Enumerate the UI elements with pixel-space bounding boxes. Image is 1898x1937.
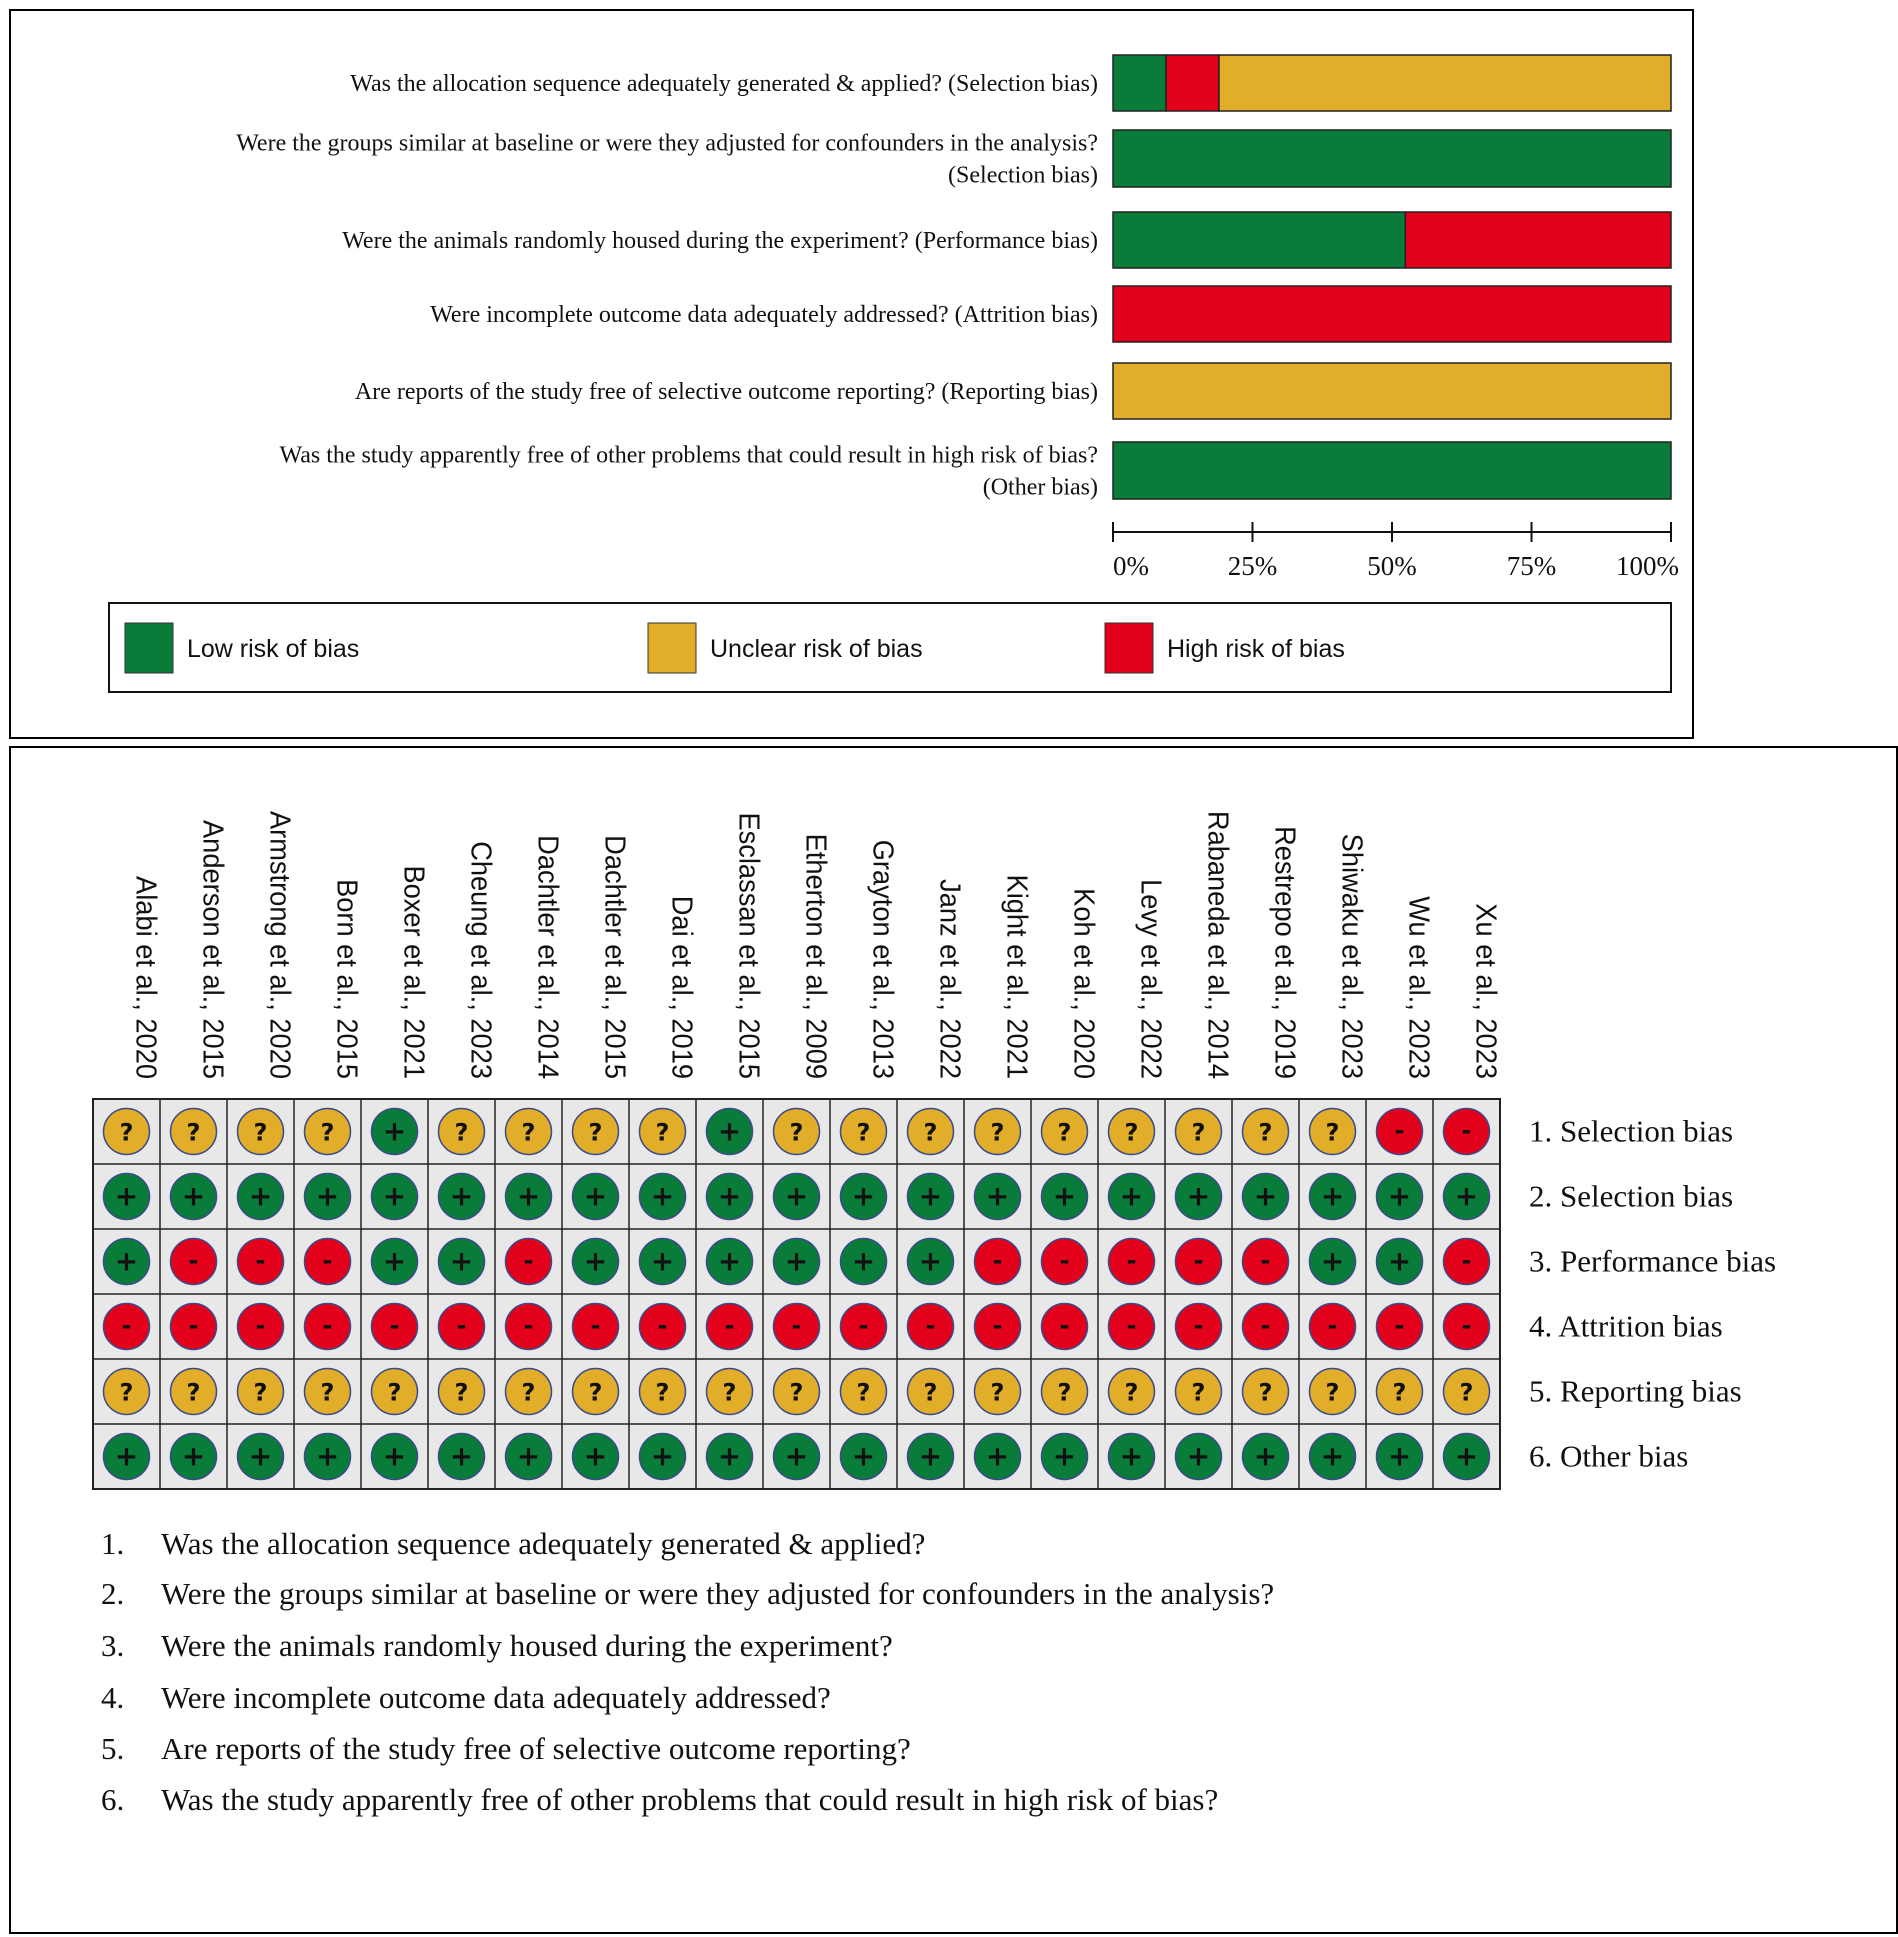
study-label: Kight et al., 2021 [1001,874,1034,1079]
legend-swatch [648,623,696,673]
bar-segment [1219,55,1671,111]
judgment-symbol: + [1253,1439,1278,1473]
judgment-symbol: ? [253,1378,268,1407]
judgment-symbol: ? [789,1118,804,1147]
question-text: Were the groups similar at baseline or were they adjusted for confounders in the analysis? [161,1576,1275,1611]
judgment-symbol: + [851,1179,876,1213]
judgment-symbol: ? [521,1118,536,1147]
judgment-symbol: ? [655,1378,670,1407]
judgment-symbol: ? [923,1118,938,1147]
judgment-symbol: + [985,1439,1010,1473]
question-label: Were the animals randomly housed during the experiment? (Performance bias) [342,228,1098,254]
bar-segment [1113,55,1166,111]
judgment-symbol: + [114,1439,139,1473]
judgment-symbol: ? [454,1378,469,1407]
study-label: Armstrong et al., 2020 [264,810,297,1079]
judgment-symbol: ? [655,1118,670,1147]
question-text: Was the study apparently free of other problems that could result in high risk of bias? [161,1782,1219,1817]
domain-row-label: 4. Attrition bias [1529,1308,1723,1344]
judgment-symbol: + [650,1439,675,1473]
judgment-symbol: - [1461,1311,1472,1340]
x-tick-label: 50% [1367,551,1417,581]
bar-segment [1166,55,1219,111]
x-tick-label: 75% [1506,551,1557,581]
judgment-symbol: - [858,1311,869,1340]
judgment-symbol: ? [387,1378,402,1407]
bar-segment [1405,212,1671,268]
judgment-symbol: - [523,1246,534,1275]
judgment-symbol: + [583,1244,608,1278]
judgment-symbol: - [255,1246,266,1275]
judgment-symbol: - [389,1311,400,1340]
judgment-symbol: ? [1258,1118,1273,1147]
study-label: Born et al., 2015 [331,879,364,1079]
judgment-symbol: - [255,1311,266,1340]
judgment-symbol: + [248,1439,273,1473]
bar-segment [1113,130,1671,187]
judgment-symbol: ? [186,1118,201,1147]
question-label: Was the allocation sequence adequately generated & applied? (Selection bias) [350,71,1098,97]
judgment-symbol: + [918,1439,943,1473]
judgment-symbol: - [523,1311,534,1340]
domain-row-label: 2. Selection bias [1529,1178,1734,1214]
judgment-symbol: - [657,1311,668,1340]
judgment-symbol: + [382,1179,407,1213]
bar-segment [1113,212,1405,268]
legend-label: Low risk of bias [187,635,360,663]
risk-of-bias-matrix-panel [9,746,1898,1934]
study-label: Xu et al., 2023 [1470,903,1503,1079]
judgment-symbol: - [1193,1246,1204,1275]
question-label: Were incomplete outcome data adequately addressed? (Attrition bias) [430,302,1098,328]
judgment-symbol: ? [1057,1118,1072,1147]
judgment-symbol: ? [1325,1118,1340,1147]
judgment-symbol: + [1253,1179,1278,1213]
study-label: Levy et al., 2022 [1135,879,1168,1079]
judgment-symbol: + [382,1439,407,1473]
judgment-symbol: - [992,1311,1003,1340]
judgment-symbol: ? [186,1378,201,1407]
judgment-symbol: + [382,1244,407,1278]
judgment-symbol: - [322,1311,333,1340]
bar-segment [1113,442,1671,499]
judgment-symbol: ? [1191,1118,1206,1147]
x-tick-label: 100% [1616,551,1679,581]
judgment-symbol: ? [1258,1378,1273,1407]
judgment-symbol: - [1327,1311,1338,1340]
question-label: (Other bias) [982,474,1098,501]
domain-row-label: 5. Reporting bias [1529,1373,1742,1409]
study-label: Grayton et al., 2013 [867,839,900,1079]
judgment-symbol: ? [320,1378,335,1407]
study-label: Dachtler et al., 2014 [532,835,565,1079]
judgment-symbol: - [322,1246,333,1275]
judgment-symbol: + [717,1439,742,1473]
judgment-symbol: + [516,1179,541,1213]
judgment-symbol: + [114,1244,139,1278]
judgment-symbol: - [456,1311,467,1340]
judgment-symbol: ? [119,1118,134,1147]
judgment-symbol: - [188,1246,199,1275]
study-label: Etherton et al., 2009 [800,833,833,1079]
judgment-symbol: + [918,1244,943,1278]
study-label: Janz et al., 2022 [934,879,967,1079]
judgment-symbol: + [650,1179,675,1213]
question-label: Were the groups similar at baseline or were they adjusted for confounders in the analysis? [236,130,1098,157]
judgment-symbol: + [1387,1244,1412,1278]
question-label: Are reports of the study free of selective outcome reporting? (Reporting bias) [354,379,1098,405]
judgment-symbol: - [724,1311,735,1340]
judgment-symbol: - [791,1311,802,1340]
judgment-symbol: + [449,1179,474,1213]
x-tick-label: 0% [1113,551,1149,581]
legend-label: High risk of bias [1167,635,1345,663]
judgment-symbol: + [1387,1179,1412,1213]
study-label: Boxer et al., 2021 [398,865,431,1079]
judgment-symbol: ? [856,1118,871,1147]
domain-row-label: 1. Selection bias [1529,1113,1734,1149]
study-label: Shiwaku et al., 2023 [1336,833,1369,1079]
question-text: Was the allocation sequence adequately generated & applied? [161,1526,926,1561]
domain-row-label: 3. Performance bias [1529,1243,1777,1279]
judgment-symbol: + [1186,1179,1211,1213]
question-number: 3. [101,1628,125,1663]
study-label: Dai et al., 2019 [666,895,699,1079]
study-label: Cheung et al., 2023 [465,841,498,1079]
judgment-symbol: + [650,1244,675,1278]
domain-row-label: 6. Other bias [1529,1438,1689,1474]
judgment-symbol: - [1394,1116,1405,1145]
judgment-symbol: + [181,1439,206,1473]
judgment-symbol: - [121,1311,132,1340]
legend-label: Unclear risk of bias [710,635,923,663]
judgment-symbol: + [382,1114,407,1148]
judgment-symbol: + [1320,1179,1345,1213]
judgment-symbol: ? [1392,1378,1407,1407]
study-label: Rabaneda et al., 2014 [1202,810,1235,1079]
question-number: 4. [101,1680,125,1715]
judgment-symbol: + [1454,1439,1479,1473]
judgment-symbol: + [851,1244,876,1278]
judgment-symbol: + [449,1244,474,1278]
judgment-symbol: ? [253,1118,268,1147]
judgment-symbol: ? [1124,1118,1139,1147]
study-label: Alabi et al., 2020 [130,876,163,1079]
question-label: Was the study apparently free of other problems that could result in high risk of bias? [279,442,1098,469]
judgment-symbol: + [717,1114,742,1148]
judgment-symbol: - [1260,1311,1271,1340]
judgment-symbol: - [1126,1246,1137,1275]
question-number: 1. [101,1526,125,1561]
bar-segment [1113,286,1671,342]
judgment-symbol: - [1193,1311,1204,1340]
judgment-symbol: ? [1124,1378,1139,1407]
study-label: Esclassan et al., 2015 [733,812,766,1079]
judgment-symbol: ? [923,1378,938,1407]
judgment-symbol: - [1394,1311,1405,1340]
judgment-symbol: + [516,1439,541,1473]
bar-segment [1113,363,1671,419]
judgment-symbol: + [1320,1439,1345,1473]
study-label: Restrepo et al., 2019 [1269,826,1302,1079]
judgment-symbol: + [918,1179,943,1213]
study-label: Wu et al., 2023 [1403,896,1436,1079]
study-label: Anderson et al., 2015 [197,820,230,1079]
legend-swatch [125,623,173,673]
question-label: (Selection bias) [948,162,1098,189]
risk-of-bias-summary-panel [9,9,1694,739]
judgment-symbol: + [1387,1439,1412,1473]
judgment-symbol: ? [1325,1378,1340,1407]
judgment-symbol: + [315,1179,340,1213]
judgment-symbol: + [1052,1179,1077,1213]
judgment-symbol: + [851,1439,876,1473]
judgment-symbol: - [1126,1311,1137,1340]
judgment-symbol: ? [588,1378,603,1407]
judgment-symbol: ? [722,1378,737,1407]
judgment-symbol: + [1119,1179,1144,1213]
judgment-symbol: ? [588,1118,603,1147]
judgment-symbol: + [449,1439,474,1473]
judgment-symbol: - [1059,1311,1070,1340]
judgment-symbol: + [181,1179,206,1213]
judgment-symbol: ? [1459,1378,1474,1407]
judgment-symbol: - [1059,1246,1070,1275]
judgment-symbol: ? [856,1378,871,1407]
judgment-symbol: + [583,1179,608,1213]
judgment-symbol: - [590,1311,601,1340]
judgment-symbol: ? [1057,1378,1072,1407]
judgment-symbol: + [1454,1179,1479,1213]
judgment-symbol: + [315,1439,340,1473]
judgment-symbol: ? [454,1118,469,1147]
judgment-symbol: + [114,1179,139,1213]
judgment-symbol: + [784,1439,809,1473]
judgment-symbol: - [1260,1246,1271,1275]
judgment-symbol: ? [990,1118,1005,1147]
judgment-symbol: + [1052,1439,1077,1473]
judgment-symbol: + [248,1179,273,1213]
judgment-symbol: - [992,1246,1003,1275]
judgment-symbol: - [1461,1116,1472,1145]
judgment-symbol: + [1119,1439,1144,1473]
judgment-symbol: ? [320,1118,335,1147]
judgment-symbol: - [925,1311,936,1340]
judgment-symbol: + [583,1439,608,1473]
judgment-symbol: - [188,1311,199,1340]
judgment-symbol: + [784,1244,809,1278]
judgment-symbol: ? [119,1378,134,1407]
judgment-symbol: ? [1191,1378,1206,1407]
judgment-symbol: ? [990,1378,1005,1407]
judgment-symbol: ? [789,1378,804,1407]
judgment-symbol: + [1186,1439,1211,1473]
judgment-symbol: ? [521,1378,536,1407]
judgment-symbol: + [985,1179,1010,1213]
question-text: Were the animals randomly housed during the experiment? [161,1628,893,1663]
judgment-symbol: - [1461,1246,1472,1275]
legend-swatch [1105,623,1153,673]
question-number: 6. [101,1782,125,1817]
question-text: Were incomplete outcome data adequately addressed? [161,1680,831,1715]
judgment-symbol: + [717,1244,742,1278]
judgment-symbol: + [1320,1244,1345,1278]
judgment-symbol: + [784,1179,809,1213]
study-label: Dachtler et al., 2015 [599,835,632,1079]
question-number: 5. [101,1731,125,1766]
judgment-symbol: + [717,1179,742,1213]
question-number: 2. [101,1576,125,1611]
x-tick-label: 25% [1227,551,1278,581]
risk-of-bias-summary-chart [11,11,1692,737]
question-text: Are reports of the study free of selective outcome reporting? [161,1731,911,1766]
study-label: Koh et al., 2020 [1068,888,1101,1079]
